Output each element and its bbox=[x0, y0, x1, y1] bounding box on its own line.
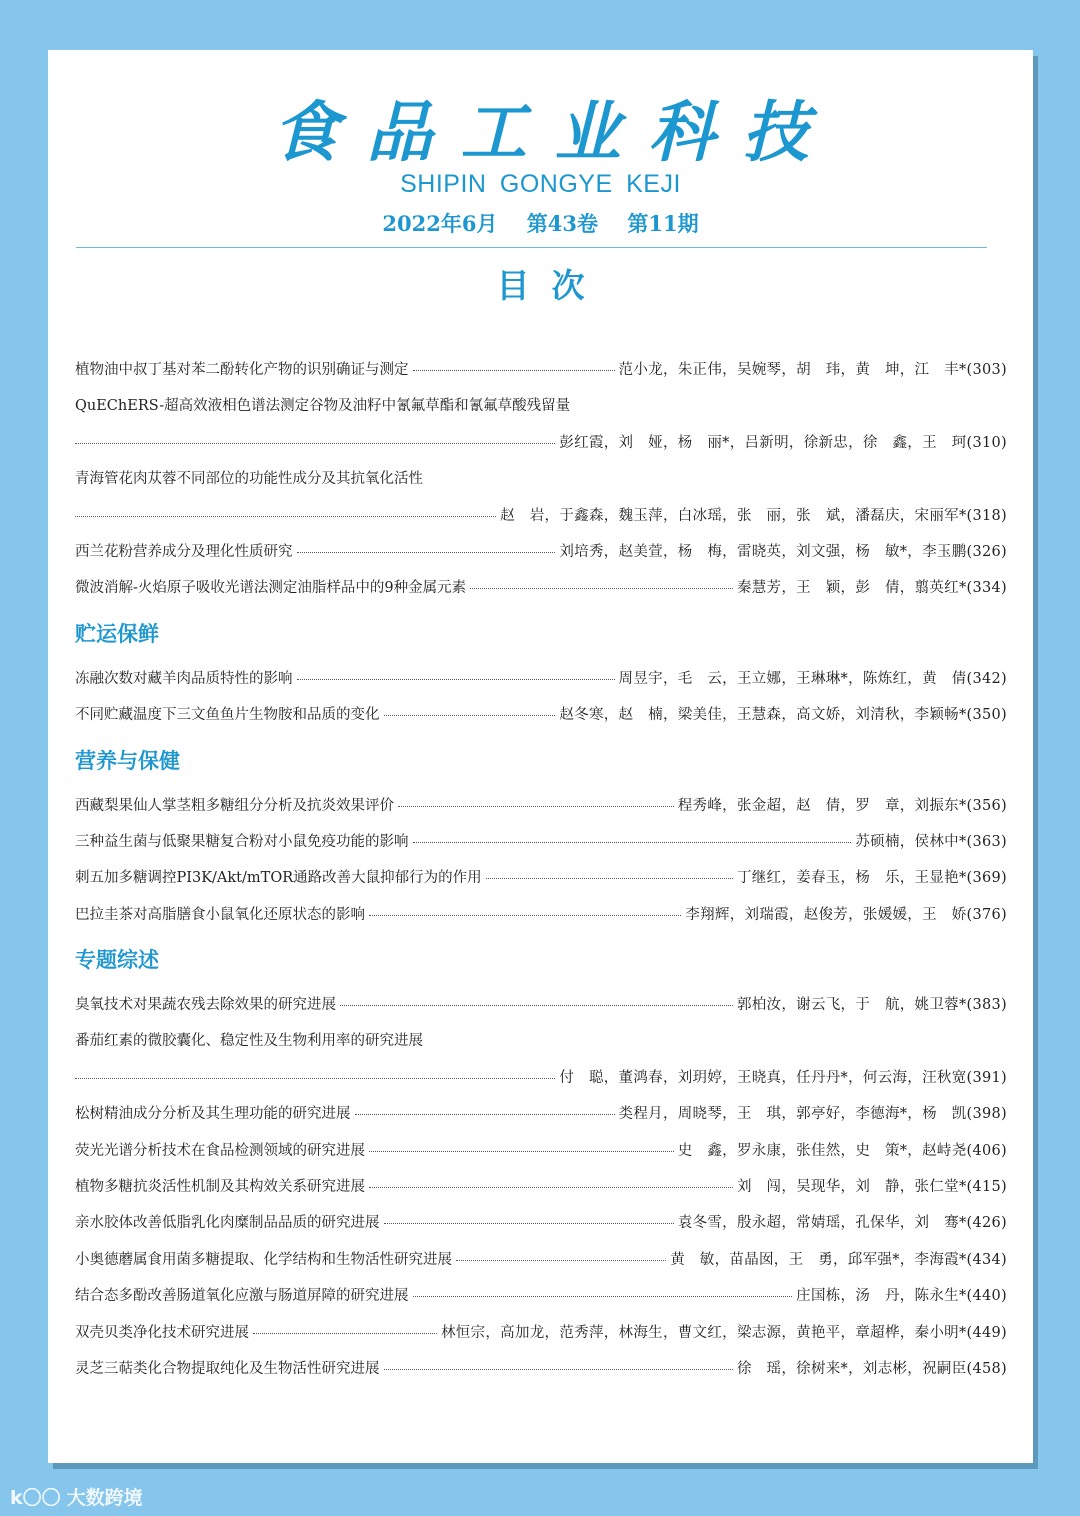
leader-dots bbox=[297, 551, 556, 553]
toc-entry[interactable] bbox=[75, 987, 1007, 1023]
leader-dots bbox=[470, 587, 733, 589]
article-title: 三种益生菌与低聚果糖复合粉对小鼠免疫功能的影响 bbox=[75, 833, 409, 850]
article-authors-page: 苏硕楠，侯林中*(363) bbox=[855, 833, 1007, 850]
section-heading: 专题综述 bbox=[75, 947, 159, 973]
leader-dots bbox=[456, 1259, 666, 1261]
article-title: 植物油中叔丁基对苯二酚转化产物的识别确证与测定 bbox=[75, 362, 409, 378]
article-title: 结合态多酚改善肠道氧化应激与肠道屏障的研究进展 bbox=[75, 1288, 409, 1305]
article-title: 微波消解-火焰原子吸收光谱法测定油脂样品中的9种金属元素 bbox=[75, 580, 467, 597]
toc-entry[interactable] bbox=[75, 1133, 1007, 1169]
leader-dots bbox=[398, 805, 674, 807]
article-authors-page: 彭红霞，刘 娅，杨 丽*，吕新明，徐新忠，徐 鑫，王 珂(310) bbox=[559, 434, 1007, 451]
toc-entry[interactable] bbox=[75, 897, 1007, 933]
toc-entry[interactable] bbox=[75, 697, 1007, 733]
toc-entry[interactable] bbox=[75, 860, 1007, 896]
leader-dots bbox=[297, 678, 615, 680]
toc-entry[interactable] bbox=[75, 1023, 1007, 1059]
toc-entry[interactable] bbox=[75, 824, 1007, 860]
article-authors-page: 周昱宇，毛 云，王立娜，王琳琳*，陈炼红，黄 倩(342) bbox=[618, 670, 1007, 687]
article-authors-page: 林恒宗，高加龙，范秀萍，林海生，曹文红，梁志源，黄艳平，章超桦，秦小明*(449) bbox=[440, 1324, 1007, 1341]
article-title: 亲水胶体改善低脂乳化肉糜制品品质的研究进展 bbox=[75, 1215, 380, 1232]
article-title: QuEChERS-超高效液相色谱法测定谷物及油籽中氰氟草酯和氰氟草酸残留量 bbox=[75, 398, 571, 415]
toc-entry-authors-row bbox=[75, 498, 1007, 534]
article-authors-page: 史 鑫，罗永康，张佳然，史 策*，赵峙尧(406) bbox=[677, 1142, 1007, 1159]
leader-dots bbox=[75, 1077, 555, 1079]
article-title: 小奥德蘑属食用菌多糖提取、化学结构和生物活性研究进展 bbox=[75, 1251, 452, 1268]
journal-title-cn: 食品工业科技 bbox=[272, 93, 837, 171]
article-title: 西兰花粉营养成分及理化性质研究 bbox=[75, 543, 293, 560]
toc-entry-authors-row bbox=[75, 425, 1007, 461]
header-divider bbox=[76, 247, 987, 248]
toc-entry[interactable] bbox=[75, 1351, 1007, 1387]
toc-entry[interactable] bbox=[75, 534, 1007, 570]
toc-entry[interactable] bbox=[75, 570, 1007, 606]
article-authors-page: 程秀峰，张金超，赵 倩，罗 章，刘振东*(356) bbox=[677, 797, 1007, 814]
leader-dots bbox=[355, 1113, 615, 1115]
article-authors-page: 刘 闯，吴现华，刘 静，张仁堂*(415) bbox=[736, 1179, 1007, 1196]
article-authors-page: 范小龙，朱正伟，吴婉琴，胡 玮，黄 坤，江 丰*(303) bbox=[618, 362, 1007, 378]
article-authors-page: 丁继红，姜春玉，杨 乐，王显艳*(369) bbox=[736, 870, 1007, 887]
toc-entry[interactable] bbox=[75, 1205, 1007, 1241]
article-authors-page: 秦慧芳，王 颖，彭 倩，翦英红*(334) bbox=[736, 580, 1007, 597]
article-title: 冻融次数对藏羊肉品质特性的影响 bbox=[75, 670, 293, 687]
watermark bbox=[10, 1483, 143, 1510]
article-authors-page: 付 聪，董鸿春，刘玥婷，王晓真，任丹丹*，何云海，汪秋宽(391) bbox=[559, 1069, 1007, 1086]
article-title: 西藏梨果仙人掌茎粗多糖组分分析及抗炎效果评价 bbox=[75, 797, 394, 814]
article-title: 不同贮藏温度下三文鱼鱼片生物胺和品质的变化 bbox=[75, 707, 380, 724]
issue-volume: 第43卷 bbox=[526, 211, 599, 236]
table-of-contents bbox=[75, 352, 1007, 1387]
article-title: 双壳贝类净化技术研究进展 bbox=[75, 1324, 249, 1341]
article-title: 灵芝三萜类化合物提取纯化及生物活性研究进展 bbox=[75, 1360, 380, 1377]
article-authors-page: 徐 瑶，徐树来*，刘志彬，祝嗣臣(458) bbox=[736, 1360, 1007, 1377]
article-title: 青海管花肉苁蓉不同部位的功能性成分及其抗氧化活性 bbox=[75, 471, 423, 488]
leader-dots bbox=[384, 714, 556, 716]
toc-entry[interactable] bbox=[75, 1278, 1007, 1314]
journal-title-en: SHIPIN GONGYE KEJI bbox=[400, 170, 681, 198]
leader-dots bbox=[369, 1186, 733, 1188]
contents-heading: 目次 bbox=[496, 266, 607, 305]
leader-dots bbox=[413, 369, 615, 371]
article-authors-page: 袁冬雪，殷永超，常婧瑶，孔保华，刘 骞*(426) bbox=[677, 1215, 1007, 1232]
watermark-text: 大数跨境 bbox=[66, 1487, 143, 1509]
article-title: 刺五加多糖调控PI3K/Akt/mTOR通路改善大鼠抑郁行为的作用 bbox=[75, 870, 482, 887]
section-heading: 贮运保鲜 bbox=[75, 620, 159, 646]
issue-number: 第11期 bbox=[627, 211, 699, 236]
toc-entry[interactable] bbox=[75, 1096, 1007, 1132]
article-title: 番茄红素的微胶囊化、稳定性及生物利用率的研究进展 bbox=[75, 1033, 423, 1050]
article-title: 植物多糖抗炎活性机制及其构效关系研究进展 bbox=[75, 1179, 365, 1196]
leader-dots bbox=[369, 914, 681, 916]
issue-info bbox=[48, 208, 1033, 238]
leader-dots bbox=[75, 442, 555, 444]
watermark-logo-icon: k〇〇 bbox=[10, 1487, 61, 1509]
article-authors-page: 类程月，周晓琴，王 琪，郭亭好，李德海*，杨 凯(398) bbox=[618, 1106, 1007, 1123]
toc-entry[interactable] bbox=[75, 1169, 1007, 1205]
issue-date: 2022年6月 bbox=[382, 211, 498, 236]
leader-dots bbox=[75, 515, 496, 517]
toc-entry-authors-row bbox=[75, 1060, 1007, 1096]
article-authors-page: 赵 岩，于鑫森，魏玉萍，白冰瑶，张 丽，张 斌，潘磊庆，宋丽军*(318) bbox=[500, 507, 1007, 524]
leader-dots bbox=[253, 1332, 437, 1334]
toc-entry[interactable] bbox=[75, 1242, 1007, 1278]
article-authors-page: 郭柏汝，谢云飞，于 航，姚卫蓉*(383) bbox=[736, 997, 1007, 1014]
article-authors-page: 赵冬寒，赵 楠，梁美佳，王慧森，高文娇，刘清秋，李颖畅*(350) bbox=[559, 707, 1007, 724]
article-title: 松树精油成分分析及其生理功能的研究进展 bbox=[75, 1106, 351, 1123]
toc-entry[interactable] bbox=[75, 388, 1007, 424]
leader-dots bbox=[413, 841, 852, 843]
article-authors-page: 庄国栋，汤 丹，陈永生*(440) bbox=[796, 1288, 1007, 1305]
leader-dots bbox=[340, 1004, 733, 1006]
leader-dots bbox=[384, 1222, 674, 1224]
article-authors-page: 黄 敏，苗晶囡，王 勇，邱军强*，李海霞*(434) bbox=[670, 1251, 1007, 1268]
toc-entry[interactable] bbox=[75, 1315, 1007, 1351]
leader-dots bbox=[384, 1368, 733, 1370]
leader-dots bbox=[413, 1295, 793, 1297]
leader-dots bbox=[486, 877, 733, 879]
toc-entry[interactable] bbox=[75, 461, 1007, 497]
article-title: 荧光光谱分析技术在食品检测领域的研究进展 bbox=[75, 1142, 365, 1159]
article-authors-page: 李翔辉，刘瑞霞，赵俊芳，张媛媛，王 娇(376) bbox=[685, 906, 1007, 923]
journal-page bbox=[48, 50, 1033, 1463]
article-authors-page: 刘培秀，赵美萱，杨 梅，雷晓英，刘文强，杨 敏*，李玉鹏(326) bbox=[559, 543, 1007, 560]
article-title: 臭氧技术对果蔬农残去除效果的研究进展 bbox=[75, 997, 336, 1014]
toc-entry[interactable] bbox=[75, 352, 1007, 388]
toc-entry[interactable] bbox=[75, 661, 1007, 697]
article-title: 巴拉圭茶对高脂膳食小鼠氧化还原状态的影响 bbox=[75, 906, 365, 923]
toc-entry[interactable] bbox=[75, 788, 1007, 824]
leader-dots bbox=[369, 1150, 674, 1152]
section-heading: 营养与保健 bbox=[75, 747, 180, 773]
